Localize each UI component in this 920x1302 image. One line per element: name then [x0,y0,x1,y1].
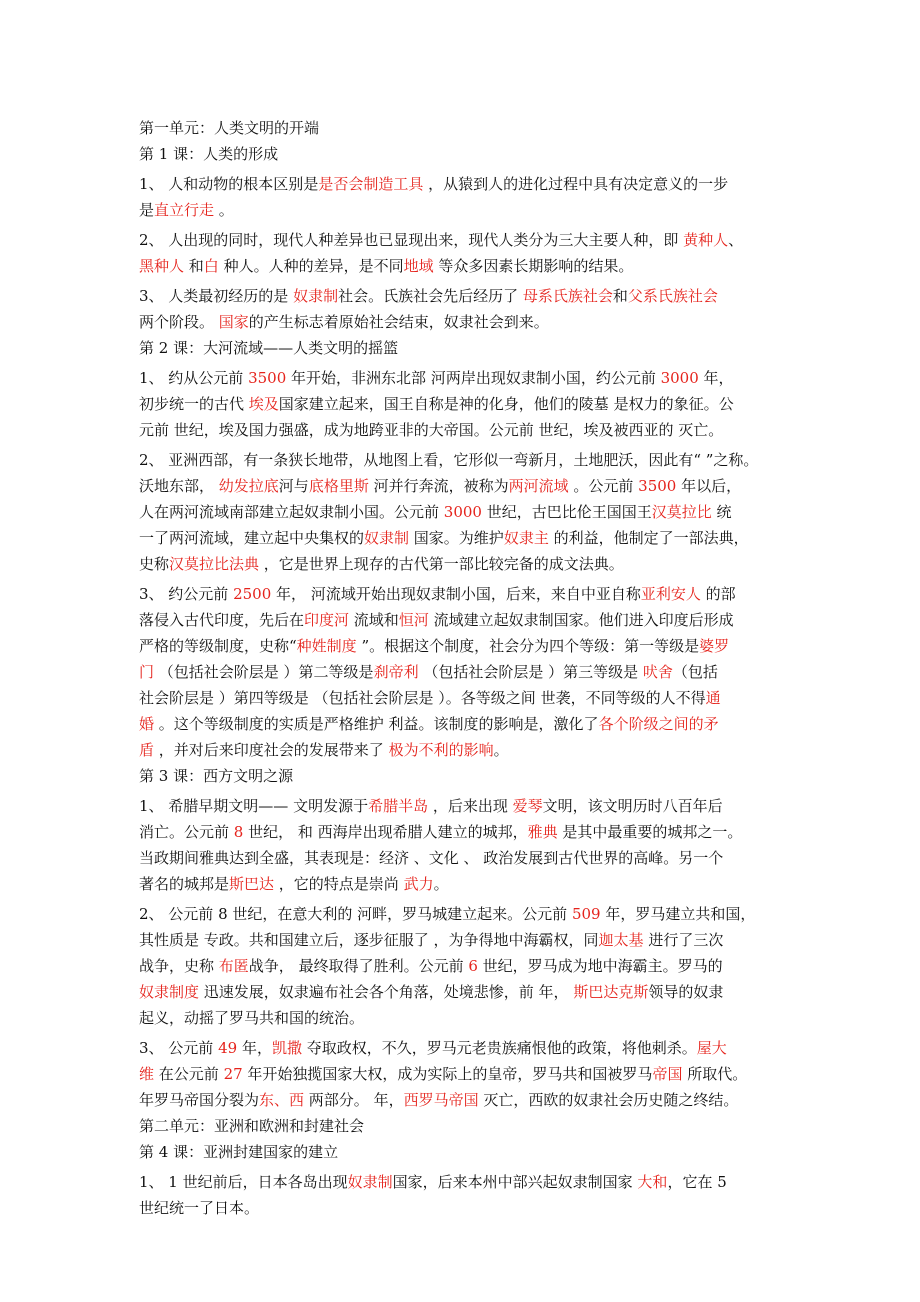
text-segment: 严格的等级制度，史称“ [139,637,297,655]
text-line [139,979,799,1005]
text-segment: 和 [184,257,204,275]
answer-highlight: 婚 [139,715,155,733]
text-line [139,1139,799,1165]
text-segment: 灭亡，西欧的奴隶社会历史随之终结。 [478,1091,739,1109]
answer-highlight: 门 [139,663,155,681]
text-segment: 史称 [139,555,170,573]
text-line [139,685,799,711]
text-segment: 两部分。 年， [304,1091,404,1109]
answer-highlight: 3000 [660,369,699,387]
text-segment: 1、 希腊早期文明—— 文明发源于 [139,797,369,815]
text-line [139,871,799,897]
text-segment: 。 [493,741,509,759]
text-segment: 文明，该文明历时八百年后 [542,797,723,815]
text-segment: 沃地东部， [139,477,219,495]
text-segment: 第一单元：人类文明的开端 [139,119,320,137]
text-segment: （包括社会阶层是 ）第三等级是 [418,663,643,681]
text-line [139,365,799,391]
answer-highlight: 吠舍 [642,663,673,681]
text-line [139,115,799,141]
answer-highlight: 3500 [248,369,287,387]
text-segment: ，它是世界上现存的古代第一部比较完备的成文法典。 [259,555,624,573]
text-segment: 社会阶层是 ）第四等级是 （包括社会阶层是 ）。各等级之间 世袭，不同等级的人不得 [139,689,706,707]
text-segment: 迅速发展，奴隶遍布社会各个角落，处境悲惨，前 年， [199,983,574,1001]
answer-highlight: 东、西 [259,1091,305,1109]
answer-highlight: 种姓制度 [296,637,357,655]
text-segment: 年开始，非洲东北部 河两岸出现奴隶制小国，约公元前 [286,369,661,387]
text-segment: 消亡。公元前 [139,823,234,841]
text-segment: 河并行奔流，被称为 [368,477,509,495]
answer-highlight: 是否会制造工具 [318,175,424,193]
text-segment: 所取代。 [682,1065,748,1083]
answer-highlight: 屋大 [696,1039,727,1057]
answer-highlight: 幼发拉底 [218,477,279,495]
text-segment: 国家，后来本州中部兴起奴隶制国家 [392,1173,638,1191]
text-line [139,1061,799,1087]
text-line [139,793,799,819]
text-segment: 年罗马帝国分裂为 [139,1091,260,1109]
answer-highlight: 奴隶主 [503,529,549,547]
text-line [139,953,799,979]
text-line [139,253,799,279]
answer-highlight: 母系氏族社会 [522,287,613,305]
text-segment: 战争，史称 [139,957,219,975]
text-segment: 在公元前 [154,1065,224,1083]
answer-highlight: 49 [218,1039,238,1057]
text-segment: 著名的城邦是 [139,875,230,893]
answer-highlight: 埃及 [248,395,279,413]
text-line [139,309,799,335]
text-segment: 人在两河流域南部建立起奴隶制小国。公元前 [139,503,444,521]
text-segment: 流域建立起奴隶制国家。他们进入印度后形成 [428,611,734,629]
answer-highlight: 爱琴 [512,797,543,815]
answer-highlight: 2500 [233,585,272,603]
text-line [139,901,799,927]
text-segment: （包括社会阶层是 ）第二等级是 [154,663,374,681]
answer-highlight: 恒河 [398,611,429,629]
text-segment: 世纪，古巴比伦王国国王 [481,503,652,521]
text-line [139,607,799,633]
answer-highlight: 武力 [403,875,434,893]
text-segment: 。 [214,201,234,219]
answer-highlight: 底格里斯 [308,477,369,495]
text-segment: 种人。人种的差异，是不同 [218,257,404,275]
text-segment: 。这个等级制度的实质是严格维护 利益。该制度的影响是，激化了 [154,715,599,733]
text-segment: 领导的奴隶 [648,983,724,1001]
text-segment: 是 [139,201,155,219]
text-line [139,659,799,685]
text-segment: ，它的特点是崇尚 [274,875,404,893]
text-segment: ，后来出现 [428,797,513,815]
text-line [139,1113,799,1139]
text-segment: 3、 公元前 [139,1039,219,1057]
text-segment: 1、 约从公元前 [139,369,249,387]
answer-highlight: 黄种人 [683,231,729,249]
text-segment: 年，罗马建立共和国， [600,905,756,923]
answer-highlight: 白 [203,257,219,275]
text-segment: 世纪， 和 西海岸出现希腊人建立的城邦， [243,823,528,841]
text-segment: ”。根据这个制度，社会分为四个等级：第一等级是 [356,637,700,655]
text-segment: 两个阶段。 [139,313,219,331]
text-segment: 。公元前 [568,477,639,495]
text-segment: 一了两河流域，建立起中央集权的 [139,529,365,547]
text-segment: ，它在 5 [667,1173,727,1191]
answer-highlight: 婆罗 [699,637,730,655]
text-segment: 的利益，他制定了一部法典， [548,529,749,547]
text-segment: 社会。氏族社会先后经历了 [338,287,523,305]
text-segment: ，并对后来印度社会的发展带来了 [154,741,389,759]
answer-highlight: 刹帝利 [373,663,419,681]
text-segment: 1、 人和动物的根本区别是 [139,175,319,193]
answer-highlight: 盾 [139,741,155,759]
text-line [139,1195,799,1221]
answer-highlight: 国家 [218,313,249,331]
text-line [139,927,799,953]
answer-highlight: 凯撒 [271,1039,302,1057]
text-segment: 进行了三次 [643,931,724,949]
answer-highlight: 帝国 [652,1065,683,1083]
text-segment: 、 [728,231,744,249]
text-segment: 是其中最重要的城邦之一。 [557,823,743,841]
text-segment: 战争， 最终取得了胜利。公元前 [248,957,469,975]
answer-highlight: 3000 [443,503,482,521]
text-segment: 落侵入古代印度，先后在 [139,611,305,629]
text-line [139,551,799,577]
text-line [139,227,799,253]
text-segment: ，从猿到人的进化过程中具有决定意义的一步 [423,175,729,193]
text-segment: 第 4 课：亚洲封建国家的建立 [139,1143,339,1161]
answer-highlight: 6 [468,957,478,975]
text-line [139,473,799,499]
text-segment: 2、 亚洲西部，有一条狭长地带，从地图上看，它形似一弯新月，土地肥沃，因此有“ ”之称。 [139,451,759,469]
text-line [139,845,799,871]
answer-highlight: 希腊半岛 [368,797,429,815]
text-segment: 国家建立起来，国王自称是神的化身，他们的陵墓 是权力的象征。公 [278,395,734,413]
text-line [139,633,799,659]
answer-highlight: 直立行走 [154,201,215,219]
text-segment: 世纪统一了日本。 [139,1199,260,1217]
answer-highlight: 布匿 [218,957,249,975]
text-line [139,819,799,845]
answer-highlight: 509 [571,905,601,923]
text-segment: 第 1 课：人类的形成 [139,145,279,163]
answer-highlight: 8 [233,823,244,841]
answer-highlight: 奴隶制度 [139,983,200,1001]
answer-highlight: 极为不利的影响 [388,741,494,759]
text-segment: 3、 约公元前 [139,585,234,603]
text-line [139,581,799,607]
text-line [139,763,799,789]
answer-highlight: 奴隶制 [347,1173,393,1191]
answer-highlight: 27 [223,1065,243,1083]
text-segment: 年以后， [676,477,742,495]
text-line [139,391,799,417]
answer-highlight: 奴隶制 [293,287,339,305]
text-segment: 年， [698,369,734,387]
text-segment: 其性质是 专政。共和国建立后，逐步征服了 ，为争得地中海霸权，同 [139,931,599,949]
text-segment: 夺取政权，不久，罗马元老贵族痛恨他的政策，将他刺杀。 [301,1039,697,1057]
answer-highlight: 汉莫拉比 [651,503,712,521]
answer-highlight: 雅典 [527,823,558,841]
answer-highlight: 大和 [637,1173,668,1191]
text-segment: 起义，动摇了罗马共和国的统治。 [139,1009,365,1027]
text-segment: 和 [612,287,628,305]
text-line [139,335,799,361]
answer-highlight: 汉莫拉比法典 [169,555,260,573]
text-line [139,141,799,167]
text-line [139,737,799,763]
text-segment: 年， 河流域开始出现奴隶制小国，后来，来自中亚自称 [271,585,641,603]
text-segment: 世纪，罗马成为地中海霸主。罗马的 [477,957,723,975]
answer-highlight: 斯巴达克斯 [573,983,649,1001]
text-line [139,1005,799,1031]
answer-highlight: 黑种人 [139,257,185,275]
text-segment: 2、 公元前 8 世纪，在意大利的 河畔，罗马城建立起来。公元前 [139,905,572,923]
text-line [139,197,799,223]
text-segment: 。 [433,875,449,893]
answer-highlight: 维 [139,1065,155,1083]
text-segment: 2、 人出现的同时，现代人种差异也已显现出来，现代人类分为三大主要人种，即 [139,231,684,249]
text-line [139,417,799,443]
answer-highlight: 父系氏族社会 [627,287,718,305]
text-segment: 的部 [700,585,736,603]
document-body [139,115,799,1221]
text-line [139,1169,799,1195]
answer-highlight: 地域 [403,257,434,275]
text-segment: 年开始独揽国家大权，成为实际上的皇帝，罗马共和国被罗马 [242,1065,653,1083]
text-line [139,499,799,525]
text-segment: 河与 [278,477,309,495]
text-segment: 初步统一的古代 [139,395,249,413]
text-segment: 的产生标志着原始社会结束，奴隶社会到来。 [248,313,549,331]
text-line [139,447,799,473]
text-line [139,1087,799,1113]
answer-highlight: 印度河 [304,611,350,629]
text-segment: 3、 人类最初经历的是 [139,287,294,305]
answer-highlight: 3500 [638,477,677,495]
answer-highlight: 亚利安人 [640,585,701,603]
text-segment: 第二单元：亚洲和欧洲和封建社会 [139,1117,365,1135]
text-line [139,283,799,309]
answer-highlight: 通 [705,689,721,707]
answer-highlight: 迦太基 [598,931,644,949]
text-segment: 统 [711,503,732,521]
text-segment: 第 3 课：西方文明之源 [139,767,294,785]
text-line [139,711,799,737]
text-segment: 当政期间雅典达到全盛，其表现是：经济 、文化 、 政治发展到古代世界的高峰。另一个 [139,849,724,867]
text-line [139,171,799,197]
text-line [139,1035,799,1061]
text-segment: 元前 世纪，埃及国力强盛，成为地跨亚非的大帝国。公元前 世纪，埃及被西亚的 灭亡。 [139,421,724,439]
text-segment: 流域和 [349,611,399,629]
text-line [139,525,799,551]
text-segment: 第 2 课：大河流域——人类文明的摇篮 [139,339,399,357]
text-segment: 1、 1 世纪前后，日本各岛出现 [139,1173,348,1191]
text-segment: 等众多因素长期影响的结果。 [433,257,634,275]
text-segment: （包括 [672,663,718,681]
answer-highlight: 奴隶制 [364,529,410,547]
text-segment: 国家。为维护 [409,529,504,547]
answer-highlight: 两河流域 [508,477,569,495]
answer-highlight: 各个阶级之间的矛 [598,715,719,733]
text-segment: 年， [237,1039,272,1057]
answer-highlight: 西罗马帝国 [403,1091,479,1109]
answer-highlight: 斯巴达 [229,875,275,893]
